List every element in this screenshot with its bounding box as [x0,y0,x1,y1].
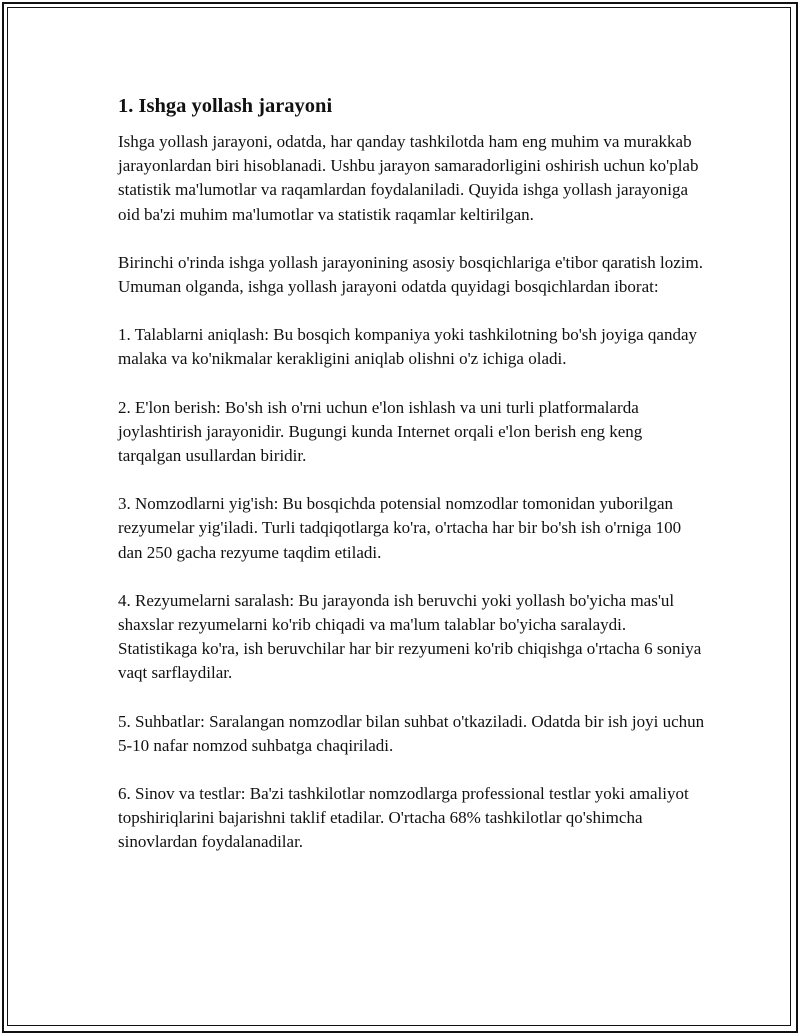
paragraph-intro: Ishga yollash jarayoni, odatda, har qanday tashkilotda ham eng muhim va murakkab jarayonlardan biri hisoblanadi. Ushbu jarayon samaradorligini oshirish uchun ko'plab statistik ma'lumotlar va raqamlardan foydalaniladi. Quyida ishga yollash jarayoniga oid ba'zi muhim ma'lumotlar va statistik raqamlar keltirilgan. [118,132,699,224]
paragraph-stage-5: 5. Suhbatlar: Saralangan nomzodlar bilan suhbat o'tkaziladi. Odatda bir ish joyi uchun 5-10 nafar nomzod suhbatga chaqiriladi. [118,711,705,755]
document-body [118,92,708,879]
paragraph-stage-6: 6. Sinov va testlar: Ba'zi tashkilotlar nomzodlarga professional testlar yoki amaliyot topshiriqlarini bajarishni taklif etadilar. O'rtacha 68% tashkilotlar qo'shimcha sinovlardan foydalanadilar. [118,784,689,852]
paragraph-stages-intro: Birinchi o'rinda ishga yollash jarayonining asosiy bosqichlariga e'tibor qaratish lozim. Umuman olganda, ishga yollash jarayoni odatda quyidagi bosqichlardan iborat: [118,252,703,297]
paragraph-stage-3: 3. Nomzodlarni yig'ish: Bu bosqichda potensial nomzodlar tomonidan yuborilgan rezyumelar yig'iladi. Turli tadqiqotlarga ko'ra, o'rtacha har bir bo'sh ish o'rniga 100 dan 250 gacha rezyume taqdim etiladi. [118,494,682,562]
paragraph-stage-4: 4. Rezyumelarni saralash: Bu jarayonda ish beruvchi yoki yollash bo'yicha mas'ul shaxslar rezyumelarni ko'rib chiqadi va ma'lum talablar bo'yicha saralaydi. Statistikaga ko'ra, ish beruvchilar har bir rezyumeni ko'rib chiqishga o'rtacha 6 soniya vaqt sarflaydilar. [118,590,702,683]
section-heading: 1. Ishga yollash jarayoni [118,95,333,117]
paragraph-stage-1: 1. Talablarni aniqlash: Bu bosqich kompaniya yoki tashkilotning bo'sh joyiga qanday malaka va ko'nikmalar kerakligini aniqlab olishni o'z ichiga oladi. [118,325,698,369]
paragraph-stage-2: 2. E'lon berish: Bo'sh ish o'rni uchun e'lon ishlash va uni turli platformalarda joylashtirish jarayonidir. Bugungi kunda Internet orqali e'lon berish eng keng tarqalgan usullardan biridir. [118,397,643,466]
